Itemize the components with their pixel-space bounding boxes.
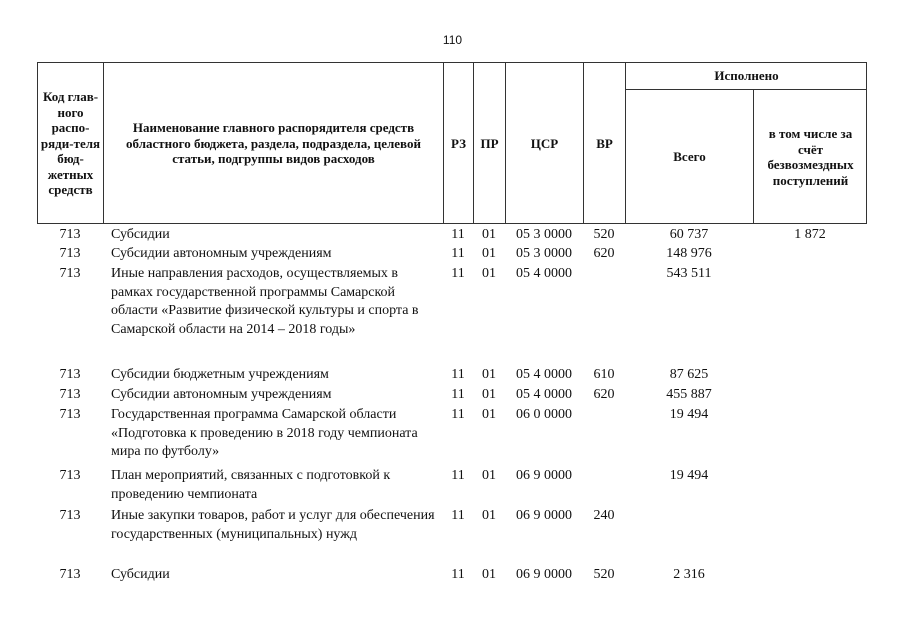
row-name: Иные направления расходов, осуществляемых в рамках государственной программы Самарской области «Развитие физической культуры и спорта в Самарской области на 2014 – 2018 годы» <box>111 266 419 337</box>
row-csr: 05 4 0000 <box>516 387 572 402</box>
row-vr: 520 <box>593 567 615 582</box>
row-rz: 11 <box>451 227 465 242</box>
row-pr: 01 <box>482 567 496 582</box>
header-vr: ВР <box>583 62 625 224</box>
row-vr: 520 <box>593 227 615 242</box>
row-csr: 05 4 0000 <box>516 266 572 281</box>
header-executed: Исполнено <box>625 62 867 89</box>
header-free: в том числе за счёт безвозмездных поступлений <box>753 89 867 224</box>
row-rz: 11 <box>451 468 465 483</box>
row-name: Субсидии <box>111 567 170 582</box>
row-name: Субсидии автономным учреждениям <box>111 387 332 402</box>
row-rz: 11 <box>451 508 465 523</box>
row-csr: 05 4 0000 <box>516 367 572 382</box>
row-pr: 01 <box>482 246 496 261</box>
row-csr: 06 9 0000 <box>516 567 572 582</box>
row-free: 1 872 <box>794 227 826 242</box>
row-code: 713 <box>59 407 81 422</box>
row-code: 713 <box>59 567 81 582</box>
row-rz: 11 <box>451 387 465 402</box>
row-vr: 610 <box>593 367 615 382</box>
header-name: Наименование главного распорядителя средств областного бюджета, раздела, подраздела, целевой статьи, подгруппы видов расходов <box>103 62 443 224</box>
row-rz: 11 <box>451 246 465 261</box>
row-rz: 11 <box>451 367 465 382</box>
row-name: Субсидии бюджетным учреждениям <box>111 367 329 382</box>
row-code: 713 <box>59 367 81 382</box>
row-name: Субсидии автономным учреждениям <box>111 246 332 261</box>
row-rz: 11 <box>451 407 465 422</box>
row-pr: 01 <box>482 508 496 523</box>
row-pr: 01 <box>482 407 496 422</box>
row-code: 713 <box>59 246 81 261</box>
row-pr: 01 <box>482 468 496 483</box>
row-vr: 240 <box>593 508 615 523</box>
row-rz: 11 <box>451 266 465 281</box>
row-total: 148 976 <box>666 246 712 261</box>
row-code: 713 <box>59 387 81 402</box>
row-total: 455 887 <box>666 387 712 402</box>
row-total: 60 737 <box>669 227 709 242</box>
row-name: План мероприятий, связанных с подготовкой к проведению чемпионата <box>111 468 391 502</box>
row-name: Государственная программа Самарской области «Подготовка к проведению в 2018 году чемпионата мира по футболу» <box>111 407 418 460</box>
header-csr: ЦСР <box>505 62 583 224</box>
header-total: Всего <box>625 89 753 224</box>
row-csr: 05 3 0000 <box>516 246 572 261</box>
header-pr: ПР <box>473 62 505 224</box>
row-name: Иные закупки товаров, работ и услуг для обеспечения государственных (муниципальных) нужд <box>111 508 435 542</box>
row-code: 713 <box>59 508 81 523</box>
row-code: 713 <box>59 266 81 281</box>
row-vr: 620 <box>593 387 615 402</box>
row-csr: 06 9 0000 <box>516 508 572 523</box>
row-code: 713 <box>59 468 81 483</box>
row-pr: 01 <box>482 227 496 242</box>
row-total: 19 494 <box>669 407 709 422</box>
row-pr: 01 <box>482 387 496 402</box>
page-number: 110 <box>442 33 463 47</box>
row-total: 19 494 <box>669 468 709 483</box>
row-csr: 06 9 0000 <box>516 468 572 483</box>
header-code: Код глав-ного распо-ряди-теля бюд-жетных средств <box>37 62 103 224</box>
header-rz: РЗ <box>443 62 473 224</box>
row-total: 87 625 <box>669 367 709 382</box>
row-csr: 05 3 0000 <box>516 227 572 242</box>
row-total: 2 316 <box>673 567 705 582</box>
row-total: 543 511 <box>666 266 712 281</box>
row-pr: 01 <box>482 266 496 281</box>
row-vr: 620 <box>593 246 615 261</box>
row-rz: 11 <box>451 567 465 582</box>
row-code: 713 <box>59 227 81 242</box>
row-name: Субсидии <box>111 227 170 242</box>
row-csr: 06 0 0000 <box>516 407 572 422</box>
row-pr: 01 <box>482 367 496 382</box>
